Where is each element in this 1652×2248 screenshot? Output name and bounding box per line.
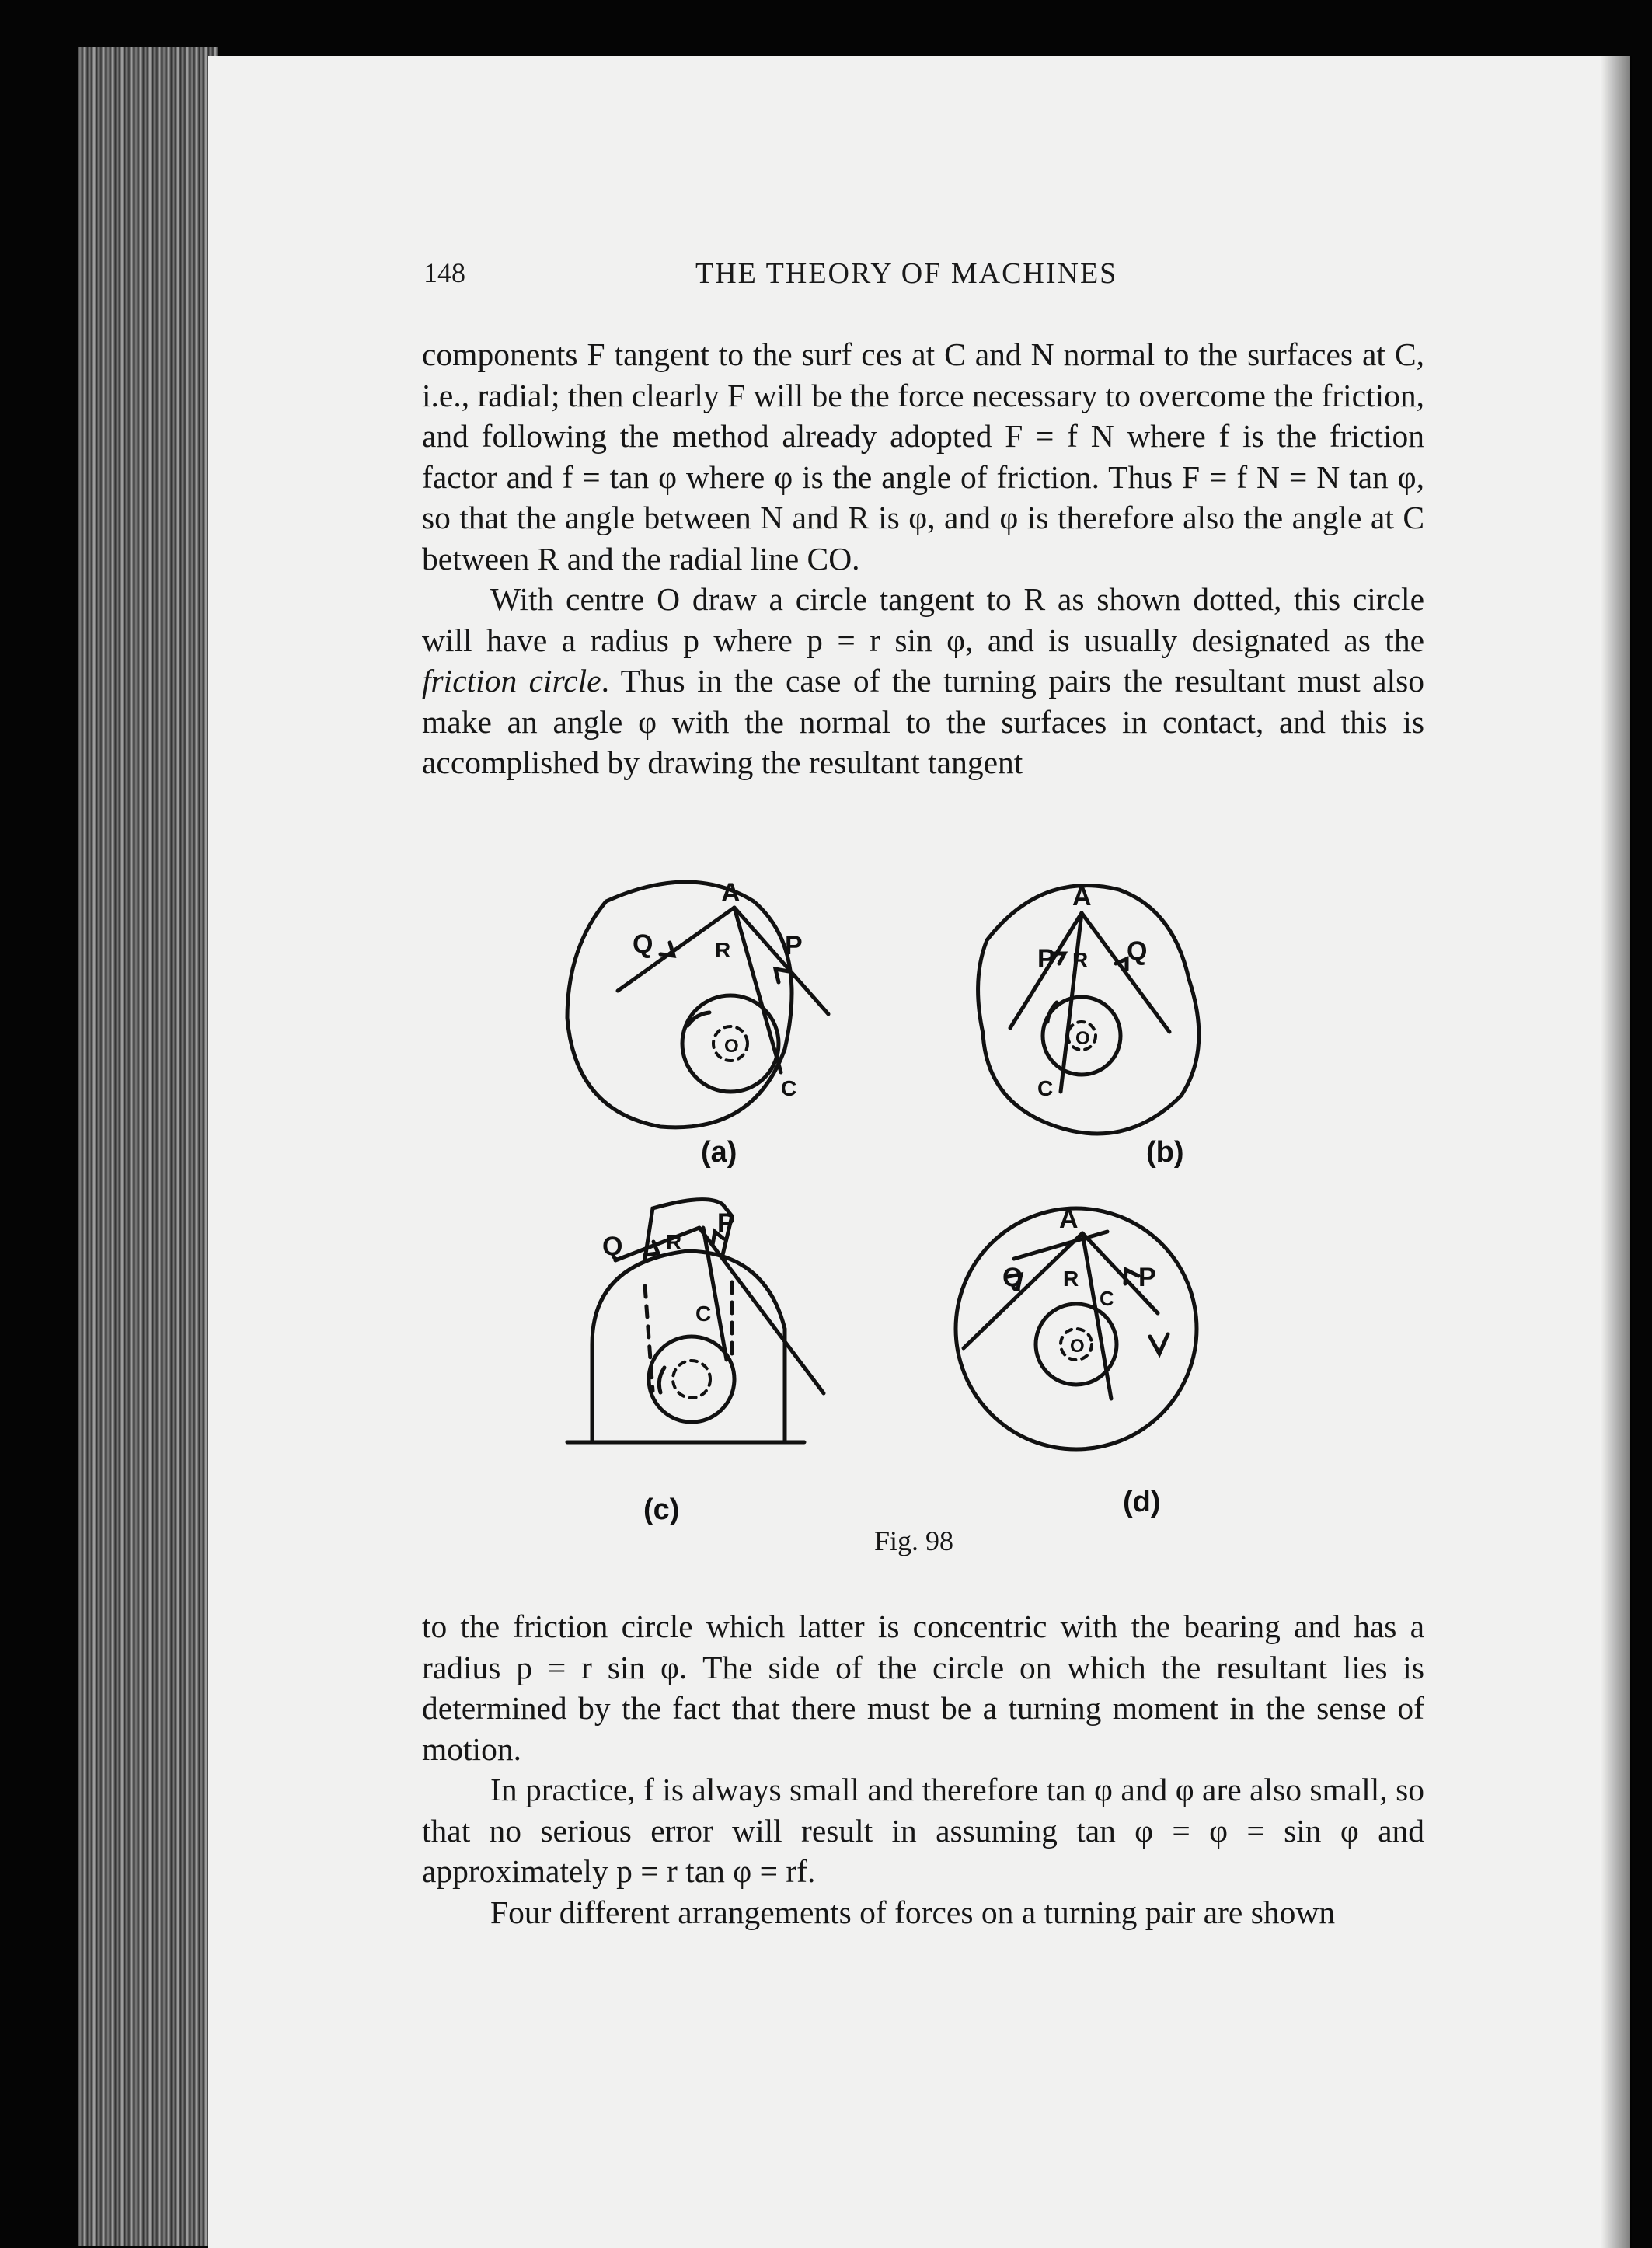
subfigure-label-b: (b) bbox=[1146, 1136, 1184, 1169]
paragraph-3: to the friction circle which latter is concentric with the bearing and has a radius p = r sin φ. The side of the circle on which the resultant lies is determined by the fact that there must be a turning moment in the sense of motion. bbox=[422, 1608, 1424, 1767]
book-page-edges bbox=[78, 47, 218, 2246]
label-d-P: P bbox=[1138, 1263, 1156, 1292]
label-b-Q: Q bbox=[1127, 936, 1148, 966]
label-d-A: A bbox=[1059, 1204, 1079, 1234]
paragraph-2-part-b: . Thus in the case of the turning pairs the resultant must also make an angle φ with the normal to the surfaces in contact, and this is accomplished by drawing the resultant tangent bbox=[422, 663, 1424, 780]
paragraph-2-part-a: With centre O draw a circle tangent to R as shown dotted, this circle will have a radius p where p = r sin φ, and is usually designated as the bbox=[422, 581, 1424, 658]
label-c-Q: Q bbox=[602, 1232, 623, 1261]
friction-circle-term: friction circle bbox=[422, 663, 601, 699]
label-a-O: O bbox=[724, 1036, 739, 1057]
label-b-O: O bbox=[1075, 1028, 1090, 1049]
label-a-C: C bbox=[781, 1076, 797, 1100]
subfigure-label-a: (a) bbox=[701, 1136, 737, 1169]
figure-caption: Fig. 98 bbox=[874, 1525, 954, 1556]
figure-98 bbox=[528, 863, 1305, 1562]
body-text-top bbox=[422, 334, 1424, 783]
body-text-bottom bbox=[422, 1606, 1424, 1933]
paragraph-2 bbox=[422, 579, 1424, 783]
label-d-O: O bbox=[1070, 1336, 1085, 1357]
label-b-A: A bbox=[1072, 882, 1092, 911]
label-d-C: C bbox=[1100, 1287, 1114, 1310]
running-title: THE THEORY OF MACHINES bbox=[695, 257, 1118, 290]
label-d-Q: Q bbox=[1002, 1263, 1023, 1292]
label-a-A: A bbox=[721, 878, 741, 908]
paragraph-4: In practice, f is always small and therefore tan φ and φ are also small, so that no serious error will result in assuming tan φ = φ = sin φ and approximately p = r tan φ = rf. bbox=[422, 1772, 1424, 1889]
paragraph-1: components F tangent to the surf ces at C and N normal to the surfaces at C, i.e., radial; then clearly F will be the force necessary to overcome the friction, and following the method already adopted F = f N where f is the friction factor and f = tan φ where φ is the angle of friction. Thus F = f N = N tan φ, so that the angle between N and R is φ, and φ is therefore also the angle at C between R and the radial line CO. bbox=[422, 336, 1424, 577]
paragraph-5: Four different arrangements of forces on a turning pair are shown bbox=[490, 1894, 1336, 1930]
label-a-Q: Q bbox=[633, 929, 653, 959]
label-d-R: R bbox=[1063, 1267, 1079, 1291]
subfigure-label-d: (d) bbox=[1123, 1486, 1161, 1518]
label-a-P: P bbox=[785, 931, 803, 960]
subfigure-label-c: (c) bbox=[643, 1493, 680, 1526]
label-b-C: C bbox=[1037, 1076, 1054, 1100]
page-gutter-shadow bbox=[1601, 56, 1632, 2248]
label-a-R: R bbox=[715, 938, 731, 962]
label-b-P: P bbox=[1037, 944, 1055, 974]
page-number: 148 bbox=[423, 257, 465, 288]
running-head bbox=[423, 256, 1426, 303]
figure-98-drawing bbox=[528, 863, 1305, 1562]
label-b-R: R bbox=[1072, 948, 1089, 972]
label-c-R: R bbox=[666, 1230, 682, 1254]
label-c-P: P bbox=[717, 1208, 735, 1238]
diagram-b bbox=[978, 886, 1199, 1134]
label-c-C: C bbox=[695, 1302, 712, 1326]
diagram-d bbox=[956, 1208, 1197, 1449]
